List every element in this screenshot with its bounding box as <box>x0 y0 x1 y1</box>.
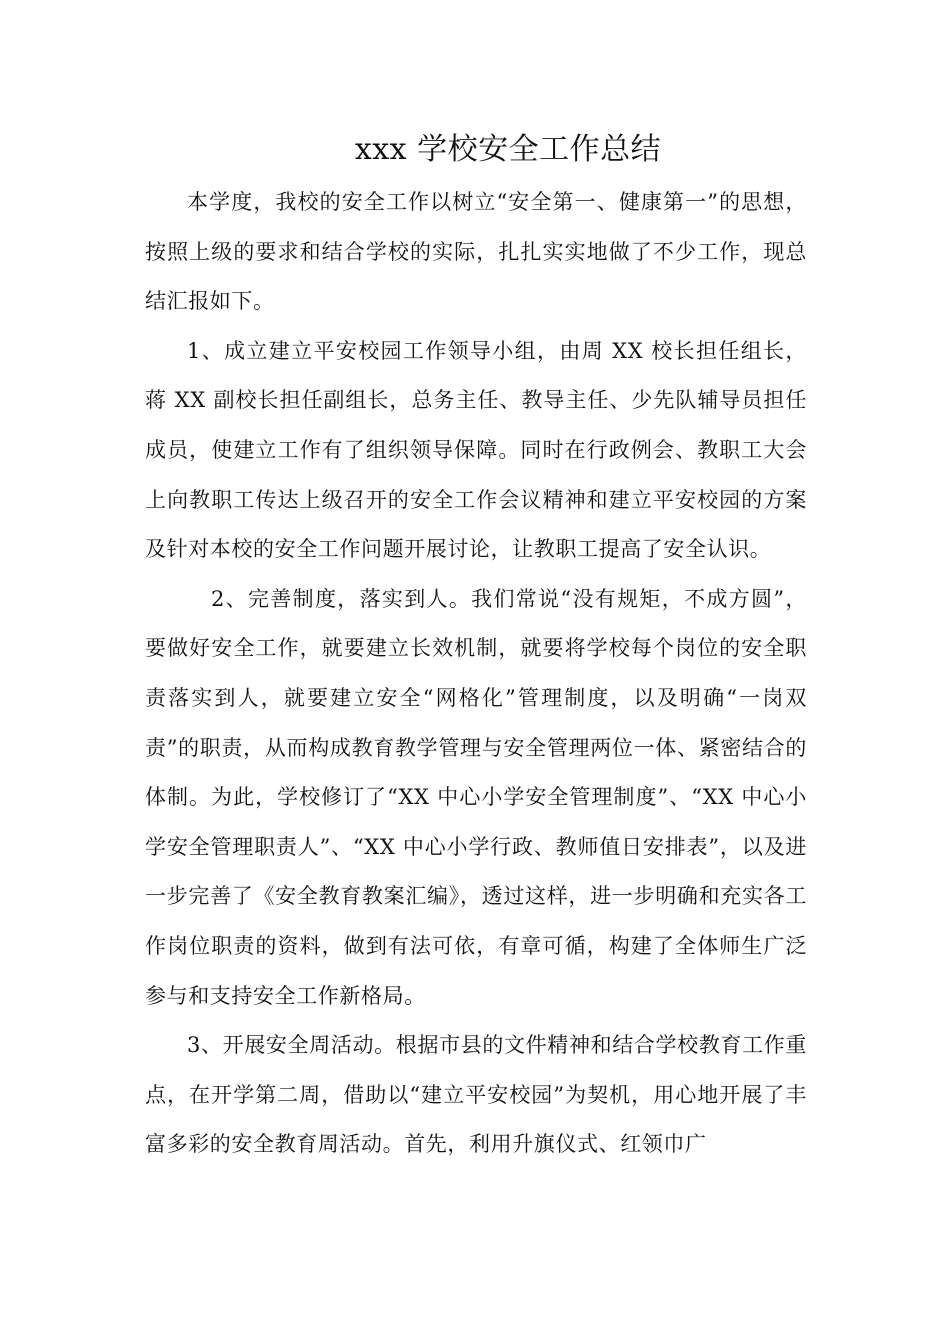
paragraph-item-3: 3、开展安全周活动。根据市县的文件精神和结合学校教育工作重点，在开学第二周，借助以“建立平安校园”为契机，用心地开展了丰富多彩的安全教育周活动。首先，利用升旗仪式、红领巾广 <box>145 1033 807 1157</box>
paragraph-item-1: 1、成立建立平安校园工作领导小组，由周 XX 校长担任组长，蒋 XX 副校长担任副组长，总务主任、教导主任、少先队辅导员担任成员，使建立工作有了组织领导保障。同时在行政例会、教职工大会上向教职工传达上级召开的安全工作会议精神和建立平安校园的方案及针对本校的安全工作问题开展讨论，让教职工提高了安全认识。 <box>145 338 807 562</box>
paragraph-item-2: 2、完善制度，落实到人。我们常说“没有规矩，不成方圆”，要做好安全工作，就要建立长效机制，就要将学校每个岗位的安全职责落实到人，就要建立安全“网格化”管理制度，以及明确“一岗双责”的职责，从而构成教育教学管理与安全管理两位一体、紧密结合的体制。为此，学校修订了“XX 中心小学安全管理制度”、“XX 中心小学安全管理职责人”、“XX 中心小学行政、教师值日安排表”，以及进一步完善了《安全教育教案汇编》，透过这样，进一步明确和充实各工作岗位职责的资料，做到有法可依，有章可循，构建了全体师生广泛参与和支持安全工作新格局。 <box>145 586 807 1008</box>
paragraph-intro: 本学度，我校的安全工作以树立“安全第一、健康第一”的思想，按照上级的要求和结合学校的实际，扎扎实实地做了不少工作，现总结汇报如下。 <box>145 190 807 314</box>
document-body <box>145 178 807 1170</box>
document-title: xxx 学校安全工作总结 <box>354 132 662 167</box>
